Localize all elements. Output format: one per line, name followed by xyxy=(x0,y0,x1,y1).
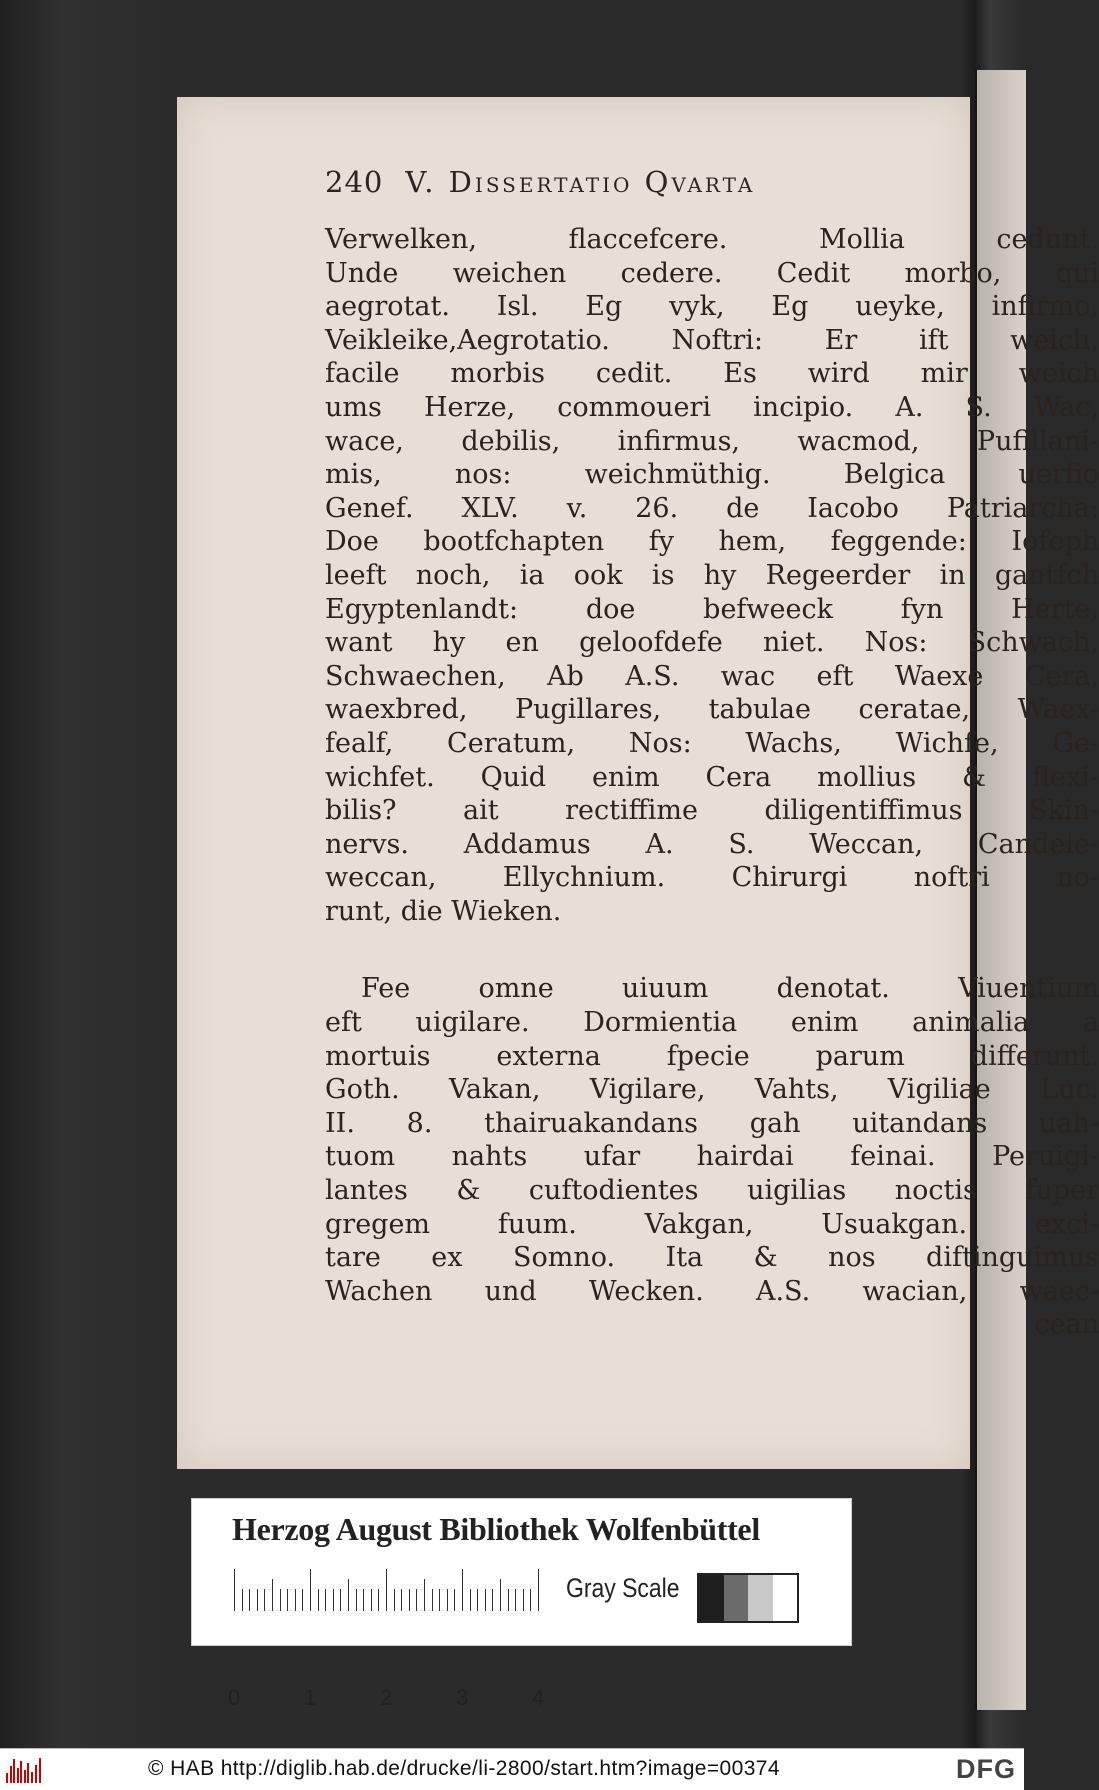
viewer-footer xyxy=(0,1748,1024,1790)
page-text xyxy=(325,223,1099,1342)
text-line: Goth. Vakan, Vigilare, Vahts, Vigiliae Luc. xyxy=(325,1074,1099,1106)
ruler-tick xyxy=(538,1569,539,1611)
paragraph-1 xyxy=(325,223,1099,928)
text-line: runt, die Wieken. xyxy=(325,895,562,927)
text-line: Wachen und Wecken. A.S. wacian, waec- xyxy=(325,1275,1099,1307)
ruler-tick xyxy=(447,1589,448,1611)
ruler-tick xyxy=(409,1589,410,1611)
ruler-tick xyxy=(333,1589,334,1611)
logo-bar xyxy=(17,1768,19,1783)
page-number: 240 xyxy=(325,165,384,199)
barcode-logo-icon xyxy=(6,1757,46,1783)
text-line: Veikleike,Aegrotatio. Noftri: Er ift weich, xyxy=(325,324,1099,356)
color-calibration-card xyxy=(191,1498,852,1710)
ruler-tick xyxy=(386,1569,387,1611)
ruler-tick xyxy=(340,1589,341,1611)
text-line: tare ex Somno. Ita & nos diftinguimus xyxy=(325,1242,1099,1274)
text-line: tuom nahts ufar hairdai feinai. Peruigi- xyxy=(325,1141,1099,1173)
text-line: Fee omne uiuum denotat. Viuentium xyxy=(361,973,1099,1005)
ruler-number: 3 xyxy=(456,1685,469,1710)
paragraph-2 xyxy=(325,972,1099,1308)
scale-ruler xyxy=(228,1569,545,1710)
text-line: mis, nos: weichmüthig. Belgica uerfio xyxy=(325,459,1099,491)
text-line: mortuis externa fpecie parum differunt. xyxy=(325,1040,1099,1072)
text-line: Egyptenlandt: doe befweeck fyn Herte, xyxy=(325,593,1099,625)
logo-bar xyxy=(35,1765,37,1783)
text-line: Unde weichen cedere. Cedit morbo, qui xyxy=(325,257,1099,289)
text-line: weccan, Ellychnium. Chirurgi noftri no- xyxy=(325,862,1099,894)
text-line: wichfet. Quid enim Cera mollius & flexi- xyxy=(325,761,1099,793)
ruler-tick xyxy=(249,1589,250,1611)
text-line: Verwelken, flaccefcere. Mollia cedunt. xyxy=(325,224,1099,255)
ruler-tick xyxy=(462,1569,463,1611)
ruler-tick xyxy=(363,1589,364,1611)
ruler-tick xyxy=(264,1589,265,1611)
paragraph-gap xyxy=(325,928,1099,972)
text-line: aegrotat. Isl. Eg vyk, Eg ueyke, infirmo, xyxy=(325,291,1099,323)
logo-bar xyxy=(39,1758,41,1783)
gray-scale-label: Gray Scale xyxy=(566,1573,680,1603)
ruler-number: 4 xyxy=(532,1685,545,1710)
ruler-tick xyxy=(257,1589,258,1611)
ruler-tick xyxy=(287,1589,288,1611)
ruler-tick xyxy=(234,1569,235,1611)
gray-swatch xyxy=(699,1575,724,1621)
text-line: bilis? ait rectiffime diligentiffimus Skin- xyxy=(325,795,1099,827)
ruler-tick xyxy=(325,1589,326,1611)
ruler-tick xyxy=(280,1589,281,1611)
text-line: want hy en geloofdefe niet. Nos: Schwach, xyxy=(325,627,1099,659)
logo-bar xyxy=(20,1761,22,1783)
ruler-tick xyxy=(492,1589,493,1611)
card-title: Herzog August Bibliothek Wolfenbüttel xyxy=(232,1511,760,1547)
ruler-number: 2 xyxy=(380,1685,393,1710)
text-line: waexbred, Pugillares, tabulae ceratae, Waex- xyxy=(325,694,1099,726)
text-line: fealf, Ceratum, Nos: Wachs, Wichfe, Ge- xyxy=(325,727,1099,759)
ruler-tick xyxy=(318,1589,319,1611)
ruler-tick xyxy=(432,1589,433,1611)
ruler-tick xyxy=(477,1589,478,1611)
running-head-title: V. Dissertatio Qvarta xyxy=(405,165,756,199)
text-line: lantes & cuftodientes uigilias noctis fuper xyxy=(325,1175,1099,1207)
ruler-tick xyxy=(470,1589,471,1611)
ruler-tick xyxy=(302,1589,303,1611)
text-line: gregem fuum. Vakgan, Usuakgan. exci- xyxy=(325,1208,1099,1240)
footer-credit-link[interactable]: © HAB http://diglib.hab.de/drucke/li-2800/start.htm?image=00374 xyxy=(148,1757,780,1780)
ruler-tick xyxy=(356,1589,357,1611)
logo-bar xyxy=(27,1763,29,1783)
gray-swatch xyxy=(748,1575,773,1621)
text-line: Genef. XLV. v. 26. de Iacobo Patriarcha: xyxy=(325,492,1099,524)
text-line: eft uigilare. Dormientia enim animalia a xyxy=(325,1007,1099,1039)
gray-swatch xyxy=(724,1575,749,1621)
logo-bar xyxy=(10,1766,12,1783)
ruler-number: 0 xyxy=(228,1685,241,1710)
text-line: ums Herze, commoueri incipio. A. S. Wac, xyxy=(325,391,1099,423)
ruler-tick xyxy=(523,1589,524,1611)
text-line: Doe bootfchapten fy hem, feggende: Iofeph xyxy=(325,526,1099,558)
ruler-tick xyxy=(439,1589,440,1611)
gray-scale-swatches xyxy=(697,1573,799,1623)
ruler-tick xyxy=(378,1589,379,1611)
ruler-tick xyxy=(348,1579,349,1611)
logo-bar xyxy=(24,1770,26,1783)
gray-swatch xyxy=(773,1575,798,1621)
text-line: Schwaechen, Ab A.S. wac eft Waexe Cera, xyxy=(325,660,1099,692)
ruler-tick xyxy=(295,1589,296,1611)
ruler-tick xyxy=(401,1589,402,1611)
text-line: wace, debilis, infirmus, wacmod, Pufillani- xyxy=(325,425,1099,457)
text-line: nervs. Addamus A. S. Weccan, Candele- xyxy=(325,828,1099,860)
catchword: cean xyxy=(1034,1309,1099,1341)
ruler-tick xyxy=(508,1589,509,1611)
text-line: facile morbis cedit. Es wird mir weich xyxy=(325,358,1099,390)
logo-bar xyxy=(6,1773,8,1783)
ruler-tick xyxy=(394,1589,395,1611)
ruler-tick xyxy=(515,1589,516,1611)
dfg-logo: DFG xyxy=(956,1754,1016,1784)
logo-bar xyxy=(31,1772,33,1783)
text-line: leeft noch, ia ook is hy Regeerder in gantfch xyxy=(325,559,1099,591)
running-head xyxy=(325,165,925,199)
ruler-tick xyxy=(272,1579,273,1611)
ruler-tick xyxy=(371,1589,372,1611)
ruler-tick xyxy=(500,1579,501,1611)
book-page xyxy=(177,97,1099,1469)
ruler-number: 1 xyxy=(304,1685,317,1710)
ruler-tick xyxy=(454,1589,455,1611)
ruler-tick xyxy=(310,1569,311,1611)
ruler-tick xyxy=(242,1589,243,1611)
ruler-tick xyxy=(485,1589,486,1611)
ruler-tick xyxy=(424,1579,425,1611)
ruler-tick xyxy=(416,1589,417,1611)
logo-bar xyxy=(13,1759,15,1783)
ruler-tick xyxy=(530,1589,531,1611)
text-line: II. 8. thairuakandans gah uitandans uah- xyxy=(325,1107,1099,1139)
